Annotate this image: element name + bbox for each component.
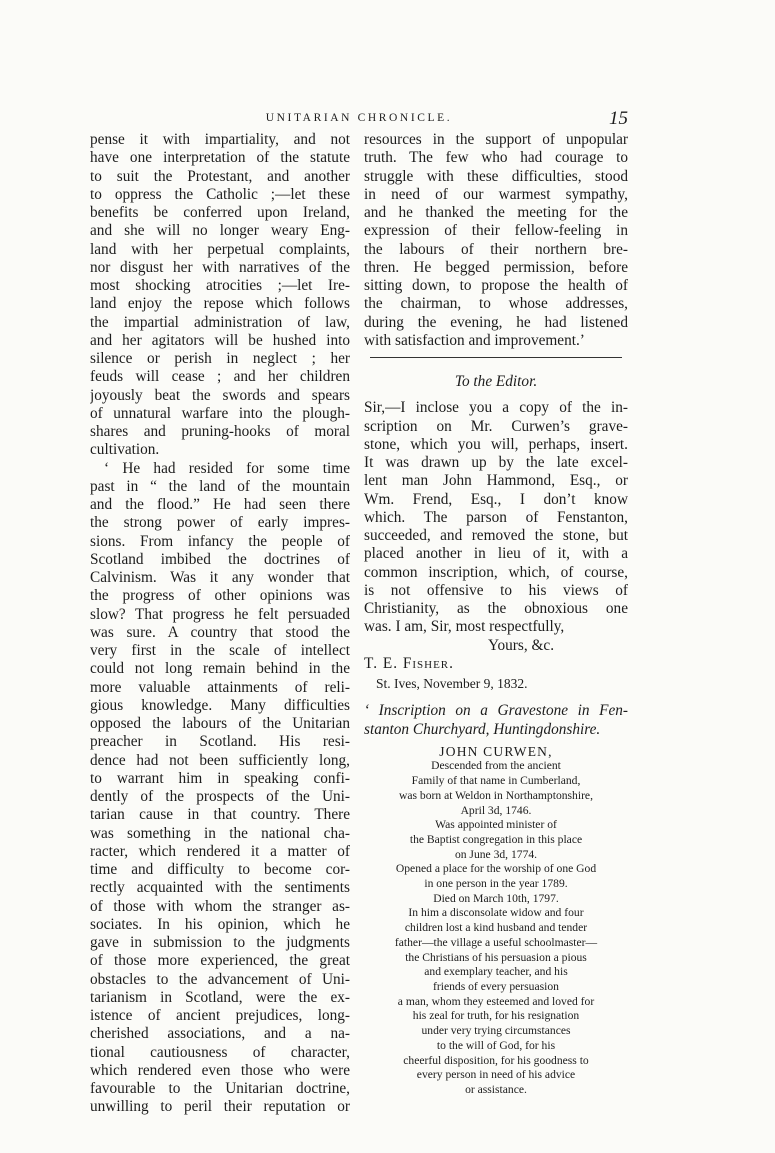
letter-line: was. I am, Sir, most respectfully, [364, 618, 565, 636]
text-line: Calvinism. Was it any wonder that [90, 569, 350, 586]
text-line: unwilling to peril their reputation or [90, 1098, 350, 1116]
text-line: favourable to the Unitarian doctrine, [90, 1080, 350, 1097]
text-line: which rendered even those who were [90, 1061, 350, 1079]
text-line: more valuable attainments of reli- [90, 678, 350, 696]
letter-line: succeeded, and removed the stone, but [364, 527, 628, 544]
text-line: preacher in Scotland. His resi- [90, 733, 350, 751]
text-line: of unnatural warfare into the plough- [90, 404, 350, 422]
inscription-title-line: ‘ Inscription on a Gravestone in Fen- [364, 702, 628, 720]
text-line: obstacles to the advancement of Uni- [90, 970, 350, 988]
text-line: istence of ancient prejudices, long- [90, 1007, 350, 1024]
text-line: and the flood.” He had seen there [90, 496, 350, 513]
text-line: expression of their fellow-feeling in [364, 222, 628, 240]
letter-line: Christianity, as the obnoxious one [364, 600, 628, 617]
text-line: the chairman, to whose addresses, [364, 295, 628, 313]
text-line: to oppress the Catholic ;—let these [90, 185, 350, 203]
text-line: to warrant him in speaking confi- [90, 769, 350, 787]
text-line: cultivation. [90, 441, 160, 459]
letter-line: lent man John Hammond, Esq., or [364, 472, 628, 490]
text-line: racter, which rendered it a matter of [90, 842, 350, 860]
text-line: tional cautiousness of character, [90, 1043, 350, 1061]
text-line: dently of the prospects of the Uni- [90, 788, 350, 805]
inscription-line: and exemplary teacher, and his [424, 965, 568, 979]
text-line: land enjoy the repose which follows [90, 295, 350, 313]
inscription-line: April 3d, 1746. [460, 803, 532, 817]
text-line: during the evening, he had listened [364, 313, 628, 331]
text-line: in need of our warmest sympathy, [364, 185, 628, 203]
text-line: benefits be conferred upon Ireland, [90, 204, 350, 221]
text-line: the strong power of early impres- [90, 514, 350, 532]
left-column [90, 131, 350, 1117]
inscription-line: or assistance. [465, 1082, 527, 1096]
text-line: the progress of other opinions was [90, 587, 350, 605]
right-column [364, 131, 628, 1098]
text-line: thren. He begged permission, before [364, 258, 628, 276]
inscription-line: Family of that name in Cumberland, [411, 774, 581, 788]
text-line: the impartial administration of law, [90, 313, 350, 331]
text-line: of those more experienced, the great [90, 952, 350, 970]
text-line: rectly acquainted with the sentiments [90, 879, 350, 897]
text-line: joyously beat the swords and spears [90, 386, 350, 404]
inscription-line: a man, whom they esteemed and loved for [397, 994, 595, 1008]
text-line: shares and pruning-hooks of moral [90, 423, 350, 440]
inscription-line: cheerful disposition, for his goodness to [403, 1053, 589, 1067]
text-line: have one interpretation of the statute [90, 149, 350, 167]
text-line: very first in the scale of intellect [90, 642, 350, 659]
page-number: 15 [609, 108, 628, 129]
text-line: dence had not been sufficiently long, [90, 751, 350, 769]
text-line: resources in the support of unpopular [364, 131, 628, 148]
section-divider [370, 357, 622, 358]
signature-text: T. E. Fisher. [364, 654, 454, 672]
text-line: tarian cause in that country. There [90, 806, 350, 824]
letter-line: is not offensive to his views of [364, 581, 628, 599]
text-line: and she will no longer weary Eng- [90, 222, 350, 240]
text-line: land with her perpetual complaints, [90, 240, 350, 258]
letter-line: Sir,—I inclose you a copy of the in- [364, 399, 628, 417]
letter-line: Wm. Frend, Esq., I don’t know [364, 490, 628, 508]
text-line: could not long remain behind in the [90, 660, 350, 678]
inscription-line: father—the village a useful schoolmaster— [394, 935, 598, 949]
inscription-line: Was appointed minister of [435, 818, 557, 832]
letter-signature [364, 655, 628, 673]
inscription-name: JOHN CURWEN, [439, 743, 553, 759]
inscription-line: the Baptist congregation in this place [409, 832, 583, 846]
inscription-line: was born at Weldon in Northamptonshire, [399, 788, 593, 802]
text-line: to suit the Protestant, and another [90, 167, 350, 185]
text-line: struggle with these difficulties, stood [364, 167, 628, 185]
inscription-line: Opened a place for the worship of one God [395, 862, 597, 876]
text-line: sitting down, to propose the health of [364, 277, 628, 294]
inscription-line: on June 3d, 1774. [454, 847, 538, 861]
text-line: the labours of their northern bre- [364, 240, 628, 258]
gravestone-inscription [364, 745, 628, 1098]
text-line: slow? That progress he felt persuaded [90, 605, 350, 623]
letter-line: which. The parson of Fenstanton, [364, 508, 628, 526]
letter-line: common inscription, which, of course, [364, 563, 628, 581]
text-line: pense it with impartiality, and not [90, 131, 350, 148]
text-line: nor disgust her with narratives of the [90, 258, 350, 276]
text-line: of those with whom the stranger as- [90, 897, 350, 915]
inscription-title [364, 702, 628, 739]
inscription-line: his zeal for truth, for his resignation [412, 1009, 580, 1023]
text-line: silence or perish in neglect ; her [90, 350, 350, 367]
inscription-line: In him a disconsolate widow and four [408, 906, 584, 920]
inscription-line: the Christians of his persuasion a pious [405, 950, 587, 964]
text-line: and he thanked the meeting for the [364, 204, 628, 221]
inscription-line: Descended from the ancient [431, 759, 561, 773]
text-line: and her agitators will be hushed into [90, 331, 350, 349]
text-line: was sure. A country that stood the [90, 623, 350, 641]
running-title: UNITARIAN CHRONICLE. [265, 112, 453, 124]
letter-line: It was drawn up by the late excel- [364, 454, 628, 471]
inscription-line: in one person in the year 1789. [424, 877, 568, 891]
text-line: with satisfaction and improvement.’ [364, 331, 585, 349]
inscription-line: under very trying circumstances [421, 1024, 571, 1038]
inscription-line: to the will of God, for his [436, 1038, 556, 1052]
text-line: past in “ the land of the mountain [90, 477, 350, 495]
text-line: truth. The few who had courage to [364, 149, 628, 167]
text-line: gious knowledge. Many difficulties [90, 696, 350, 714]
text-line: most shocking atrocities ;—let Ire- [90, 277, 350, 294]
inscription-line: Died on March 10th, 1797. [433, 891, 559, 905]
letter-line: placed another in lieu of it, with a [364, 545, 628, 563]
letter-closing: Yours, &c. [488, 636, 555, 654]
page-header [90, 108, 628, 130]
text-line: feuds will cease ; and her children [90, 368, 350, 386]
text-line: gave in submission to the judgments [90, 934, 350, 951]
inscription-line: friends of every persuasion [433, 980, 559, 993]
text-line: sions. From infancy the people of [90, 532, 350, 550]
text-line: sociates. In his opinion, which he [90, 915, 350, 933]
text-line: opposed the labours of the Unitarian [90, 715, 350, 732]
inscription-line: children lost a kind husband and tender [404, 921, 588, 935]
text-line: was something in the national cha- [90, 824, 350, 842]
text-line: Scotland imbibed the doctrines of [90, 550, 350, 568]
inscription-title-line: stanton Churchyard, Huntingdonshire. [364, 720, 601, 738]
letter-date: St. Ives, November 9, 1832. [376, 676, 528, 691]
letter-line: scription on Mr. Curwen’s grave- [364, 417, 628, 435]
text-line: time and difficulty to become cor- [90, 861, 350, 878]
editor-heading: To the Editor. [454, 373, 538, 390]
inscription-line: every person in need of his advice [416, 1068, 576, 1082]
text-line: tarianism in Scotland, were the ex- [90, 988, 350, 1006]
text-line: cherished associations, and a na- [90, 1025, 350, 1043]
letter-line: stone, which you will, perhaps, insert. [364, 435, 628, 453]
text-line: ‘ He had resided for some time [104, 459, 350, 477]
